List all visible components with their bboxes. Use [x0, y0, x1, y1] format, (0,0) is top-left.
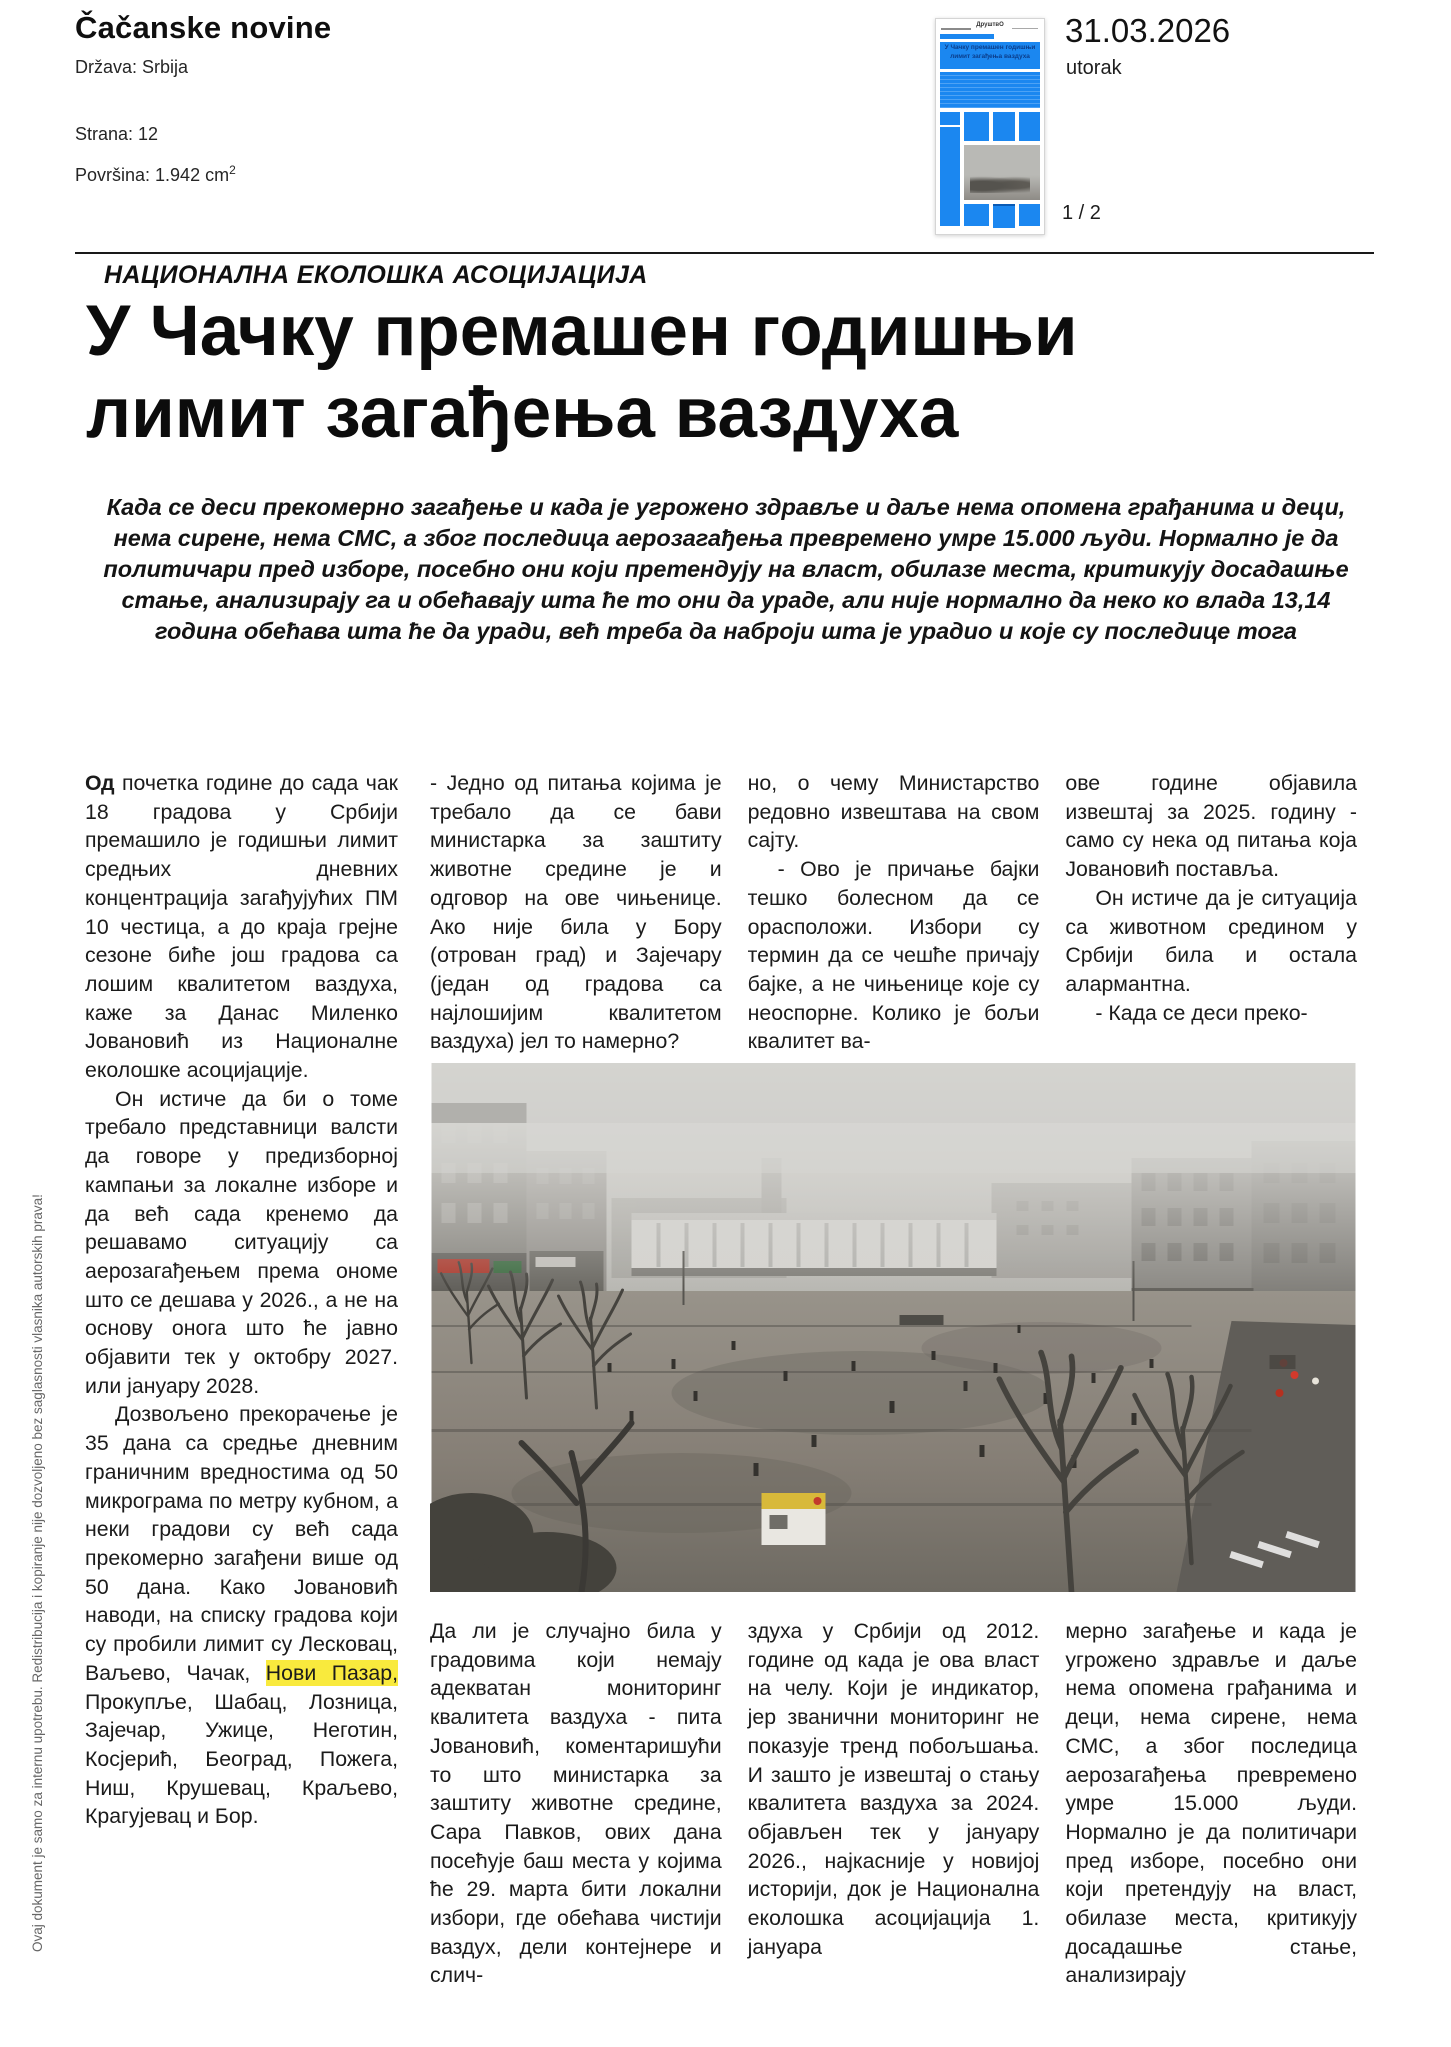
thumbnail-left-column-gap	[940, 125, 960, 127]
paragraph: - Ово је причање бајки тешко болесном да се орасположи. Избори су термин да се чешће причају бајке, а не чињенице које су неоспорне. Колико је бољи квалитет ва-	[747, 857, 1040, 1054]
columns-2-4	[430, 769, 1357, 1990]
column-4-top	[1065, 769, 1357, 1059]
thumbnail-lead-block	[940, 72, 1040, 108]
paragraph	[85, 1400, 398, 1831]
paragraph-text: почетка године до сада чак 18 градова у Србији премашило је годишњи лимит средњих дневних концентрација загађујућих ПМ 10 честица, а до краја грејне сезоне биће још градова са лошим квалитетом ваздуха, каже за Данас Миленко Јовановић из Националне еколошке асоцијације.	[85, 771, 398, 1083]
publication-name: Čačanske novine	[75, 10, 332, 45]
thumbnail-text-block	[1019, 204, 1040, 226]
country-label: Država: Srbija	[75, 57, 189, 77]
thumbnail-text-block	[993, 204, 1015, 228]
paragraph: ове године објавила извештај за 2025. годину - само су нека од питања која Јовановић поставља.	[1065, 771, 1357, 882]
area-value: Površina: 1.942 cm	[75, 165, 230, 185]
paragraph	[85, 769, 398, 1085]
drop-word: Од	[85, 771, 115, 795]
article-photo	[430, 1063, 1357, 1592]
paragraph: но, о чему Министарство редовно извештава на свом сајту.	[747, 771, 1040, 853]
column-4-bottom	[1065, 1617, 1357, 1990]
article-lead: Када се деси прекомерно загађење и када је угрожено здравље и даље нема опомена грађанима и деци, нема сирене, нема СМС, а због последица аерозагађења превремено умре 15.000 људи. Нормално је да политичари пред изборе, посебно они који претендују на власт, обилазе места, критикују досадашње стање, анализирају га и обећавају шта ће то они да ураде, али није нормално да неко ко влада 13,14 година обећава шта ће да уради, већ треба да наброји шта је урадио и које су последице тога	[103, 494, 1349, 645]
page-number-label: Strana: 12	[75, 124, 159, 144]
thumbnail-header-note	[1012, 28, 1038, 29]
body-top-row	[430, 769, 1357, 1059]
column-3-top	[748, 769, 1040, 1059]
thumbnail-pagination: 1 / 2	[1062, 202, 1101, 224]
article-kicker: НАЦИОНАЛНА ЕКОЛОШКА АСОЦИЈАЦИЈА	[104, 261, 648, 289]
keyword-highlight: Нови Пазар,	[265, 1660, 398, 1685]
thumbnail-left-column-block	[940, 112, 960, 226]
paragraph: Да ли је случајно била у градовима који немају адекватан мониторинг квалитета ваздуха - пита Јовановић, коментаришући то што министарка за заштиту животне средине, Сара Павков, ових дана посећује баш места у којима ће 29. марта бити локални избори, где обећава чистији ваздух, дели контејнере и слич-	[430, 1619, 722, 1988]
paragraph-text: Дозвољено прекорачење је 35 дана са средње дневним граничним вредностима од 50 микрограма по метру кубном, а неки градови су већ сада прекомерно загађени више од 50 дана. Како Јовановић наводи, на списку градова који су пробили лимит су Лесковац, Ваљево, Чачак,	[85, 1402, 398, 1685]
thumbnail-headline-block: У Чачку премашен годишњи лимит загађења ваздуха	[940, 42, 1040, 69]
paragraph: здуха у Србији од 2012. године од када је ова власт на челу. Који је индикатор, јер званични мониторинг не показује тренд побољшања. И зашто је извештај о стању квалитета ваздуха за 2024. објављен тек у јануару 2026., најкасније у новијој историји, док је Национална еколошка асоцијација 1. јануара	[747, 1619, 1040, 1959]
paragraph-text: Прокупље, Шабац, Лозница, Зајечар, Ужице, Неготин, Косјерић, Београд, Пожега, Ниш, Крушевац, Краљево, Крагујевац и Бор.	[85, 1689, 398, 1829]
copyright-disclaimer-vertical: Ovaj dokument je samo za internu upotrebu. Redistribucija i kopiranje nije dozvoljeno bez saglasnosti vlasnika autorskih prava!	[30, 1194, 45, 1952]
area-superscript: 2	[229, 163, 236, 177]
photo-kiosk	[762, 1493, 826, 1545]
thumbnail-photo-block	[964, 145, 1040, 200]
paragraph: мерно загађење и када је угрожено здравље и даље нема опомена грађанима и деци, нема сирене, нема СМС, а због последица аерозагађења превремено умре 15.000 људи. Нормално је да политичари пред изборе, посебно они који претендују на власт, обилазе места, критикују досадашње стање, анализирају	[1065, 1619, 1358, 1988]
header-divider	[75, 252, 1374, 254]
foggy-square-photo	[430, 1063, 1357, 1592]
page-thumbnail[interactable]	[935, 18, 1045, 235]
area-label	[75, 163, 236, 186]
paragraph: - Када се деси преко-	[1095, 1000, 1308, 1025]
column-2-bottom	[430, 1617, 722, 1990]
thumbnail-text-block	[964, 204, 989, 226]
thumbnail-header-rule	[941, 28, 971, 30]
body-bottom-row	[430, 1617, 1357, 1990]
paragraph: Он истиче да је ситуација са животном средином у Србији била и остала алармантна.	[1065, 885, 1357, 996]
issue-date: 31.03.2026	[1065, 12, 1231, 49]
column-2-top	[430, 769, 722, 1059]
issue-weekday: utorak	[1066, 57, 1122, 79]
headline-line-2: лимит загађења ваздуха	[86, 374, 959, 454]
headline-line-1: У Чачку премашен годишњи	[86, 292, 1078, 371]
photo-fog-overlay	[432, 1063, 1356, 1293]
thumbnail-text-block	[1019, 112, 1040, 141]
paragraph: - Једно од питања којима је требало да се бави министарка за заштиту животне средине је и одговор на ове чињенице. Ако није била у Бору (отрован град) и Зајечару (један од градова са најлошијим квалитетом ваздуха) јел то намерно?	[430, 771, 722, 1054]
column-1	[85, 769, 398, 1831]
thumbnail-kicker-block	[940, 34, 994, 39]
paragraph: Он истиче да би о томе требало представници валсти да говоре у предизборној кампањи за локалне изборе и да већ сада кренемо да решавамо ситуацију са аерозагађењем према ономе што се дешава у 2026., а не на основу онога што ће јавно објавити тек у октобру 2027. или јануару 2028.	[85, 1086, 398, 1398]
column-3-bottom	[748, 1617, 1040, 1990]
thumbnail-section-title: ДруштвО	[976, 22, 1004, 28]
thumbnail-text-block	[964, 112, 989, 141]
article-headline	[86, 291, 1381, 456]
thumbnail-text-block	[993, 112, 1015, 141]
